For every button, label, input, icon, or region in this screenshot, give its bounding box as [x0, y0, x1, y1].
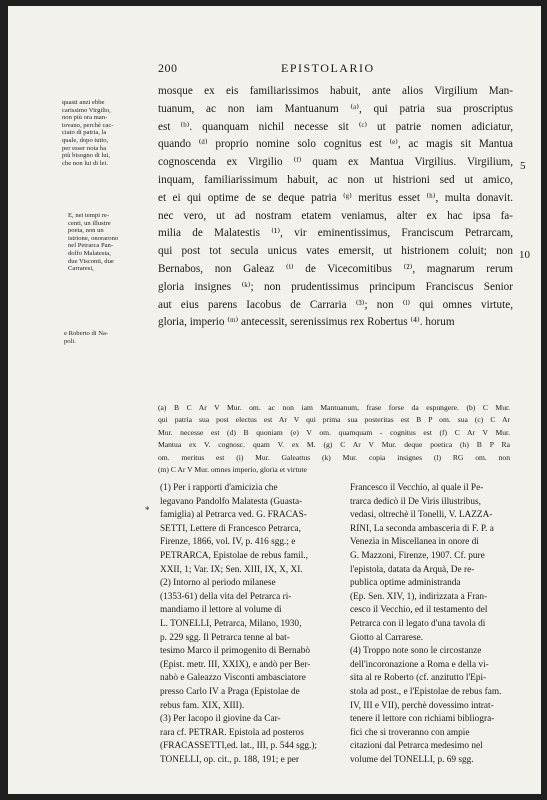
text-line: ciato di patria, la: [62, 129, 107, 137]
text-line: (1) Per i rapporti d'amicizia che: [160, 483, 278, 493]
text-line: (4) Troppo note sono le circostanze: [350, 646, 482, 657]
text-line: che non lui di lei.: [62, 159, 108, 167]
text-line: centi, un illustre: [68, 219, 111, 227]
text-line: PETRARCA, Epistolae de rebus famil.,: [160, 550, 308, 561]
line-number-10: 10: [519, 249, 530, 261]
text-line: nec vero, ut ad nostram etatem veniamus, alter ex hac ipsa fa-: [158, 209, 513, 222]
text-line: (FRACASSETTI,ed. lat., III, p. 544 sgg.);: [160, 741, 318, 752]
text-line: rebus fam. XIX, XIII).: [160, 700, 245, 711]
text-line: SETTI, Lettere di Francesco Petrarca,: [160, 523, 301, 534]
text-line: p. 229 sgg. Il Petrarca tenne al bat-: [160, 632, 290, 643]
text-line: volume del TONELLI, p. 69 sgg.: [350, 754, 474, 765]
text-line: om. meritus est (i) Mur. Galeattus (k) Mur. copia insignes (l) RG om. non: [158, 452, 510, 462]
text-line: presso Carlo IV a Praga (Epistolae de: [160, 686, 300, 697]
text-line: cesco il Vecchio, ed il testamento del: [350, 605, 488, 616]
text-line: (Ep. Sen. XIV, 1), indirizzata a Fran-: [350, 591, 488, 602]
line-number-5: 5: [520, 160, 526, 172]
running-header: [8, 61, 541, 77]
text-line: E, nei tempi re-: [68, 212, 110, 219]
text-line: tenere il lettore con richiami bibliogra-: [350, 714, 495, 725]
text-line: citazioni dal Petrarca medesimo nel: [350, 741, 483, 752]
text-line: milia de Malatestis ⁽¹⁾, vir eminentissimus, Franciscum Petrarcam,: [158, 227, 513, 240]
text-line: (m) C Ar V Mur. omnes imperio, gloria et virtute: [158, 465, 307, 475]
text-line: per esser nota ha: [62, 144, 107, 152]
text-line: IV, III e VII), perchè dovessimo intrat-: [350, 700, 494, 711]
text-line: Firenze, 1866, vol. IV, p. 416 sgg.; e: [160, 537, 296, 548]
sidenote-virgil: [62, 99, 113, 167]
critical-apparatus: [158, 402, 510, 476]
text-line: (3) Per Iacopo il giovine da Car-: [160, 714, 281, 725]
text-line: e Roberto di Na-: [64, 330, 109, 337]
text-line: non più ora man-: [62, 114, 108, 122]
text-line: due Visconti, due: [68, 257, 114, 265]
text-line: poli.: [64, 337, 76, 345]
text-line: stola ad post., e l'Epistolae de rebus fam.: [350, 686, 502, 697]
text-line: et ei qui optime de se deque patria ⁽ᵍ⁾ meritus esset ⁽ʰ⁾, multa donavit.: [158, 191, 513, 204]
footnotes-left-column: [160, 482, 340, 767]
text-line: est ⁽ᵇ⁾. quanquam nichil necesse sit ⁽ᶜ⁾ ut patrie nomen adiciatur,: [158, 120, 513, 133]
page-number: 200: [158, 61, 178, 75]
text-line: mosque ex eis familiarissimos habuit, ante alios Virgilium Man-: [158, 85, 513, 97]
book-page: [8, 6, 541, 794]
text-line: dell'incoronazione a Roma e della vi-: [350, 659, 489, 670]
text-line: vedasi, oltrechè il Tonelli, V. LAZZA-: [350, 510, 493, 521]
text-line: (2) Intorno al periodo milanese: [160, 578, 276, 589]
text-line: fici che si troveranno con ampie: [350, 727, 470, 738]
text-line: nabò e Galeazzo Visconti ambasciatore: [160, 673, 306, 684]
text-line: dolfo Malatesta,: [68, 249, 111, 257]
text-line: tovano, perchè cac-: [62, 121, 114, 129]
note-marker: *: [145, 505, 150, 515]
sidenote-poet: [68, 212, 118, 273]
text-line: Bernabos, non Galeaz ⁽ⁱ⁾ de Vicecomitibus ⁽²⁾, magnarum rerum: [158, 262, 513, 275]
text-line: inquam, familiarissimum habuit, ac non ut histrioni sed ut amico,: [158, 173, 513, 186]
text-line: qui patria sua post electus est Ar V qui prima sua posteritas est B P om. sua (c) C Ar: [158, 415, 510, 425]
text-line: cognoscenda ex Virgilio ⁽ᶠ⁾ quam ex Mantua Virgilius. Virgilium,: [158, 156, 513, 169]
text-line: Mur. necesse est (d) B quoniam (e) V om. quamquam - cognitus est (f) C Ar V Mur.: [158, 427, 510, 437]
text-line: Francesco il Vecchio, al quale il Pe-: [350, 483, 484, 493]
text-line: Mantua ex V. cognosc. quam V. ex M. (g) C Ar V Mur. deque poetica (h) B P Ra: [158, 440, 510, 450]
text-line: quando ⁽ᵈ⁾ proprio nomine solo cognitus est ⁽ᵉ⁾, ac magis sit Mantua: [158, 138, 513, 151]
text-line: quale, dopo tutto,: [62, 136, 109, 144]
text-line: qui post tot secula unicus vates emersit, ut histrionem coluit; non: [158, 245, 513, 258]
text-line: carissimo Virgilio,: [62, 106, 111, 114]
footnotes-right-column: [350, 482, 532, 767]
text-line: gloria insignes ⁽ᵏ⁾; non prudentissimus principum Franciscus Senior: [158, 280, 513, 293]
text-line: (a) B C Ar V Mur. om. ac non iam Mantuanum, frase forse da espungere. (b) C Mur.: [158, 403, 510, 412]
text-line: Venezia in Miscellanea in onore di: [350, 537, 479, 548]
text-line: (Epist. metr. III, XXIX), e andò per Ber-: [160, 659, 311, 670]
text-line: (1353-61) della vita del Petrarca ri-: [160, 591, 292, 602]
text-line: XXII, 1; Var. IX; Sen. XIII, IX, X, XI.: [160, 564, 303, 575]
text-line: trarca dedicò il De Viris illustribus,: [350, 496, 481, 507]
text-line: Carraresi,: [68, 265, 94, 273]
text-line: istrione, onorarono: [68, 234, 119, 242]
text-line: mandiamo il lettore al volume di: [160, 605, 282, 616]
text-line: Petrarca con il legato d'una tavola di: [350, 618, 486, 629]
text-line: aut eius parens Iacobus de Carraria ⁽³⁾; non ⁽ˡ⁾ qui omnes virtute,: [158, 298, 513, 311]
main-latin-text: [158, 83, 513, 332]
text-line: RINI, La seconda ambasceria di F. P. a: [350, 523, 494, 534]
text-line: più bisogno di lui,: [62, 152, 110, 160]
text-line: G. Mazzoni, Firenze, 1907. Cf. pure: [350, 550, 485, 561]
text-line: l'epistola, datata da Arquà, De re-: [350, 564, 475, 575]
text-line: quasti anzi ebbe: [62, 99, 105, 106]
text-line: L. TONELLI, Petrarca, Milano, 1930,: [160, 618, 302, 629]
text-line: tuanum, ac non iam Mantuanum ⁽ᵃ⁾, qui patria sua proscriptus: [158, 102, 513, 115]
text-line: nel Petrarca Pan-: [68, 242, 114, 250]
text-line: poeta, non un: [68, 227, 104, 235]
text-line: rara cf. PETRAR. Epistola ad posteros: [160, 727, 304, 738]
sidenote-roberto: [64, 330, 108, 345]
text-line: TONELLI, op. cit., p. 188, 191; e per: [160, 754, 299, 765]
text-line: gloria, imperio ⁽ᵐ⁾ antecessit, serenissimus rex Robertus ⁽⁴⁾. horum: [158, 316, 455, 329]
running-title: EPISTOLARIO: [281, 61, 375, 75]
text-line: publica optime administranda: [350, 578, 461, 589]
text-line: sita al re Roberto (cf. anzitutto l'Epi-: [350, 673, 487, 684]
text-line: tesimo Marco il primogenito di Bernabò: [160, 646, 311, 657]
text-line: legavano Pandolfo Malatesta (Guasta-: [160, 496, 303, 507]
text-line: Giotto al Carrarese.: [350, 632, 424, 643]
text-line: famiglia) al Petrarca ved. G. FRACAS-: [160, 510, 307, 521]
